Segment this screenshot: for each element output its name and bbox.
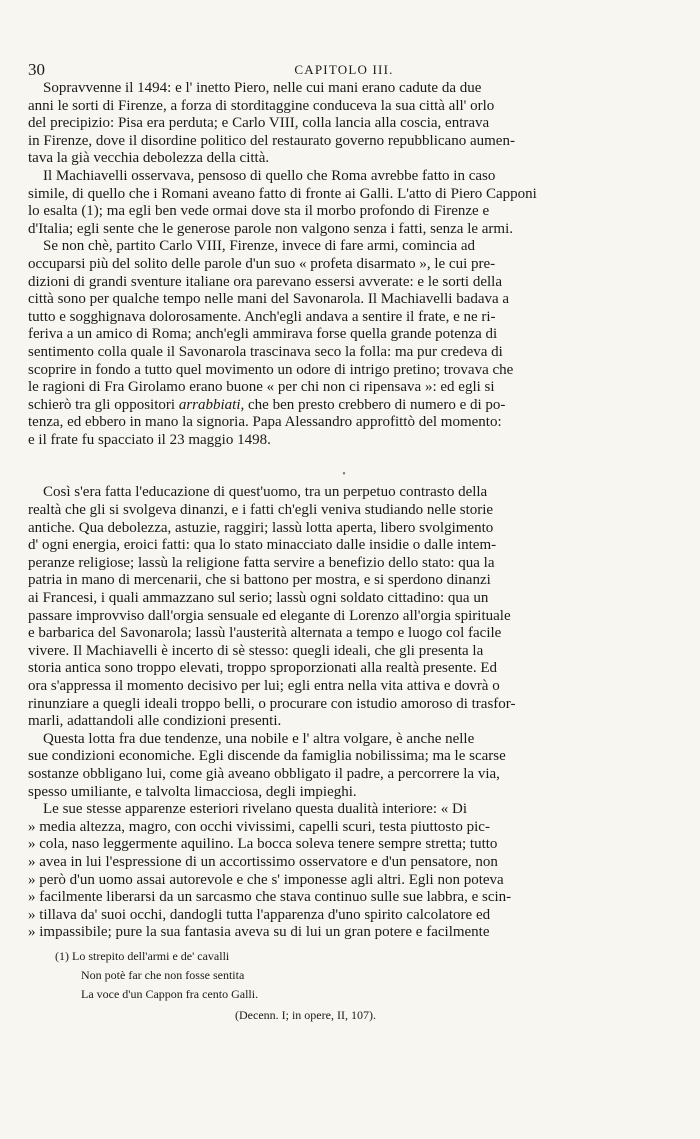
text-line: antiche. Qua debolezza, astuzie, raggiri; lassù lotta aperta, libero svolgimento	[28, 519, 494, 536]
text-line: Così s'era fatta l'educazione di quest'uomo, tra un perpetuo contrasto della	[28, 484, 488, 501]
text-line: » impassibile; pure la sua fantasia aveva su di lui un gran potere e facilmente	[28, 924, 490, 941]
text-line: marli, adattandoli alle condizioni presenti.	[28, 713, 282, 730]
page-number: 30	[28, 60, 45, 79]
text-line: tutto e sogghignava dolorosamente. Anch'egli andava a sentire il frate, e ne ri-	[28, 308, 496, 325]
text-line: » però d'un uomo assai autorevole e che s' imponesse agli altri. Egli non poteva	[28, 871, 504, 888]
text-line: » media altezza, magro, con occhi vivissimi, capelli scuri, testa piuttosto pic-	[28, 818, 490, 835]
text-line: dizioni di grandi sventure italiane ora parevano essersi avverate: e le sorti della	[28, 273, 502, 290]
text-line: Le sue stesse apparenze esteriori rivelano questa dualità interiore: « Di	[28, 801, 467, 818]
text-line: » facilmente liberarsi da un sarcasmo che stava continuo sulle sue labbra, e scin-	[28, 889, 512, 906]
text-line: spesso umiliante, e talvolta limacciosa, degli impieghi.	[28, 783, 357, 800]
page-header	[28, 60, 660, 80]
running-title: CAPITOLO III.	[294, 62, 394, 77]
text-line: del precipizio: Pisa era perduta; e Carlo VIII, colla lancia alla coscia, entrava	[28, 115, 490, 132]
text-line: lo esalta (1); ma egli ben vede ormai dove sta il morbo profondo di Firenze e	[28, 203, 490, 220]
text-span: che ben presto crebbero di numero e di po-	[244, 396, 506, 413]
text-line: Questa lotta fra due tendenze, una nobile e l' altra volgare, è anche nelle	[28, 730, 475, 747]
text-line: » avea in lui l'espressione di un accortissimo osservatore e d'un pensatore, non	[28, 853, 498, 870]
text-line: le ragioni di Fra Girolamo erano buone « per chi non ci ripensava »: ed egli si	[28, 379, 495, 396]
text-line: e il frate fu spacciato il 23 maggio 1498.	[28, 431, 271, 448]
text-line: passare improvviso dall'orgia sensuale ed elegante di Lorenzo all'orgia spirituale	[28, 607, 511, 624]
text-line: ai Francesi, i quali ammazzano sul serio; lassù ogni soldato cittadino: qua un	[28, 590, 489, 607]
text-line: peranze religiose; lassù la religione fatta servire a benefizio dello stato: qua la	[28, 554, 495, 571]
text-line: occuparsi più del solito delle parole d'un suo « profeta disarmato », le cui pre-	[28, 255, 496, 272]
text-line: scoprire in fondo a tutto quel movimento un odore di intrigo pretino; trovava che	[28, 361, 514, 378]
text-line: Se non chè, partito Carlo VIII, Firenze, invece di fare armi, cominciа ad	[28, 238, 476, 255]
text-line: » cola, naso leggermente aquilino. La bocca soleva tenere sempre stretta; tutto	[28, 836, 498, 853]
text-line	[28, 397, 660, 415]
text-line: » tillava da' suoi occhi, dandogli tutta l'apparenza d'uno spirito calcolatore ed	[28, 906, 491, 923]
text-span: schierò tra gli oppositori	[28, 396, 179, 413]
text-line: anni le sorti di Firenze, a forza di storditaggine conduceva la sua città all' orlo	[28, 97, 495, 114]
section-separator: •	[342, 469, 346, 481]
text-line: sostanze obbligano lui, come già aveano obbligato il padre, a percorrere la via,	[28, 765, 500, 782]
text-line: sue condizioni economiche. Egli discende da famiglia nobilissima; ma le scarse	[28, 748, 506, 765]
text-line: Sopravvenne il 1494: e l' inetto Piero, nelle cui mani erano cadute da due	[28, 80, 482, 96]
italic-term: arrabbiati,	[178, 396, 245, 413]
text-line: d' ogni energia, eroici fatti: qua lo stato minacciato dalle insidie o dalle intem-	[28, 537, 497, 554]
paragraph-block-2	[28, 484, 660, 941]
text-line: in Firenze, dove il disordine politico del restaurato governo repubblicano aumen-	[28, 132, 515, 149]
text-line: patria in mano di mercenarii, che si battono per mostra, e si sperdono dinanzi	[28, 572, 491, 589]
body-text	[28, 80, 660, 942]
text-line: sentimento colla quale il Savonarola trascinava seco la folla: ma pur credeva di	[28, 343, 503, 360]
footnote-line: (1) Lo strepito dell'armi e de' cavalli	[55, 949, 230, 963]
text-line: ora s'appressa il momento decisivo per lui; egli entra nella vita attiva e dovrà o	[28, 678, 500, 694]
text-line: città sono per qualche tempo nelle mani del Savonarola. Il Machiavelli badava a	[28, 291, 510, 308]
footnote	[55, 947, 655, 1026]
text-line: vivere. Il Machiavelli è incerto di sè stesso: quegli ideali, che gli presenta la	[28, 642, 484, 659]
footnote-line: La voce d'un Cappon fra cento Galli.	[81, 987, 259, 1001]
text-line: simile, di quello che i Romani aveano fatto di fronte ai Galli. L'atto di Piero Capponi	[28, 185, 537, 202]
text-line: realtà che gli si svolgeva dinanzi, e i fatti ch'egli veniva studiando nelle storie	[28, 502, 494, 519]
footnote-source: (Decenn. I; in opere, II, 107).	[235, 1008, 376, 1022]
text-line: rinunziare a quegli ideali troppo belli, o procurare con istudio amoroso di trasfor-	[28, 695, 516, 712]
text-line: tenza, ed ebbero in mano la signoria. Papa Alessandro approfittò del momento:	[28, 414, 502, 431]
text-line: d'Italia; egli sente che le generose parole non valgono senza i fatti, senza le armi.	[28, 220, 514, 237]
text-line: tava la già vecchia debolezza della città.	[28, 150, 270, 167]
footnote-line: Non potè far che non fosse sentita	[81, 968, 245, 982]
text-line: e barbarica del Savonarola; lassù l'austerità alternata a tempo e luogo col facile	[28, 625, 502, 642]
text-line: feriva a un amico di Roma; anch'egli ammirava forse quella grande potenza di	[28, 326, 498, 343]
paragraph-block-1	[28, 80, 660, 449]
text-line: Il Machiavelli osservava, pensoso di quello che Roma avrebbe fatto in caso	[28, 167, 496, 184]
text-line: storia antica sono troppo elevati, troppo sproporzionati alla realtà presente. Ed	[28, 660, 498, 677]
